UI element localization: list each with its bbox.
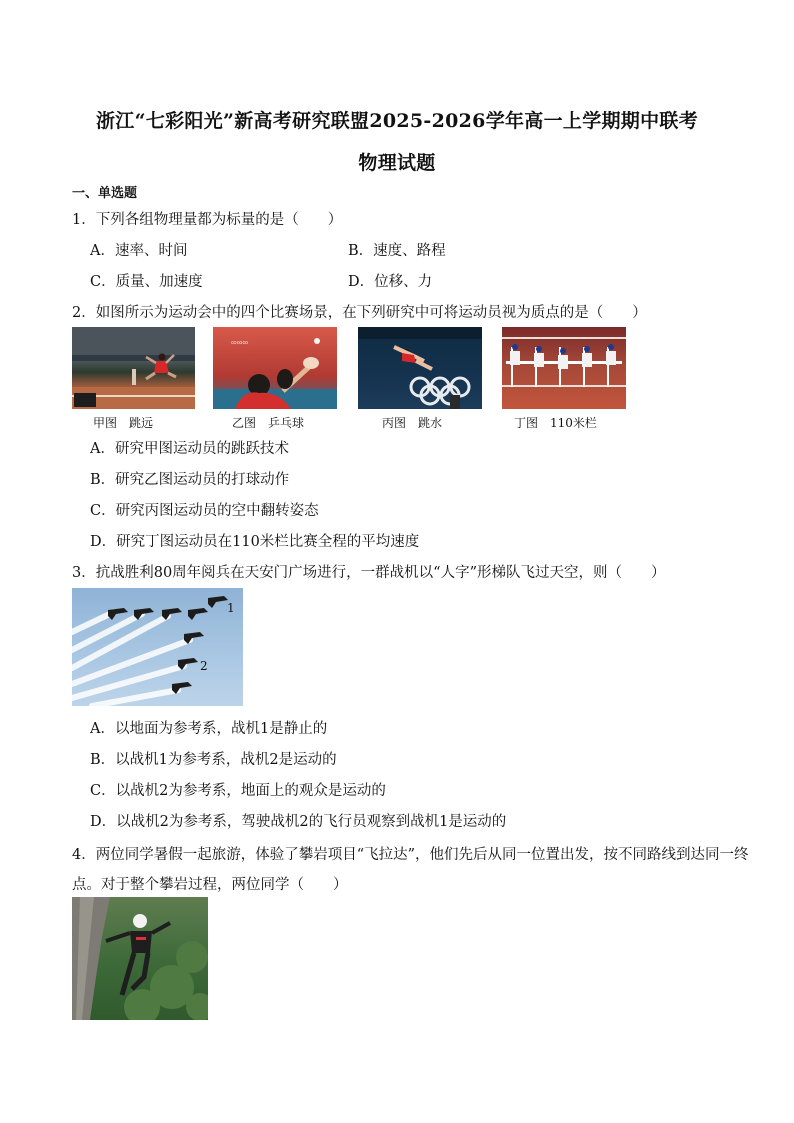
question-3-stem: 3．抗战胜利80周年阅兵在天安门广场进行，一群战机以“人字”形梯队飞过天空，则（ ） <box>72 565 666 581</box>
question-3-option-c: C．以战机2为参考系，地面上的观众是运动的 <box>90 783 386 799</box>
question-1-option-a: A．速率、时间 <box>90 243 188 259</box>
jet-label-2: 2 <box>200 659 208 673</box>
caption-table-tennis: 乙图 乒乓球 <box>232 416 305 430</box>
question-4-stem-line1: 4．两位同学暑假一起旅游，体验了攀岩项目“飞拉达”，他们先后从同一位置出发，按不同路线到达同一终 <box>72 847 749 863</box>
question-2-option-b: B．研究乙图运动员的打球动作 <box>90 472 290 488</box>
fighter-jets-photo <box>72 588 243 706</box>
long-jump-photo <box>72 327 195 409</box>
question-1-option-b: B．速度、路程 <box>348 243 446 259</box>
section-heading: 一、单选题 <box>72 186 138 201</box>
diving-photo <box>358 327 482 409</box>
question-1-option-d: D．位移、力 <box>348 274 433 290</box>
question-4-stem-line2: 点。对于整个攀岩过程，两位同学（ ） <box>72 877 348 893</box>
question-2-stem: 2．如图所示为运动会中的四个比赛场景，在下列研究中可将运动员视为质点的是（ ） <box>72 305 647 321</box>
caption-long-jump: 甲图 跳远 <box>93 416 154 430</box>
via-ferrata-climbing-photo <box>72 897 208 1020</box>
question-2-option-c: C．研究丙图运动员的空中翻转姿态 <box>90 503 319 519</box>
question-2-option-d: D．研究丁图运动员在110米栏比赛全程的平均速度 <box>90 534 420 550</box>
question-1-stem: 1．下列各组物理量都为标量的是（ ） <box>72 212 343 228</box>
hurdles-photo <box>502 327 626 409</box>
question-3-option-a: A．以地面为参考系，战机1是静止的 <box>90 721 328 737</box>
question-3-option-d: D．以战机2为参考系，驾驶战机2的飞行员观察到战机1是运动的 <box>90 814 507 830</box>
jet-label-1: 1 <box>227 601 235 615</box>
exam-subject: 物理试题 <box>358 152 436 174</box>
caption-hurdles: 丁图 110米栏 <box>514 416 597 430</box>
question-3-option-b: B．以战机1为参考系，战机2是运动的 <box>90 752 337 768</box>
question-2-option-a: A．研究甲图运动员的跳跃技术 <box>90 441 289 457</box>
caption-diving: 丙图 跳水 <box>382 416 443 430</box>
svg-text:∞∞∞: ∞∞∞ <box>231 338 249 347</box>
exam-title: 浙江“七彩阳光”新高考研究联盟2025-2026学年高一上学期期中联考 <box>95 110 698 132</box>
question-1-option-c: C．质量、加速度 <box>90 274 203 290</box>
table-tennis-photo <box>213 327 337 409</box>
